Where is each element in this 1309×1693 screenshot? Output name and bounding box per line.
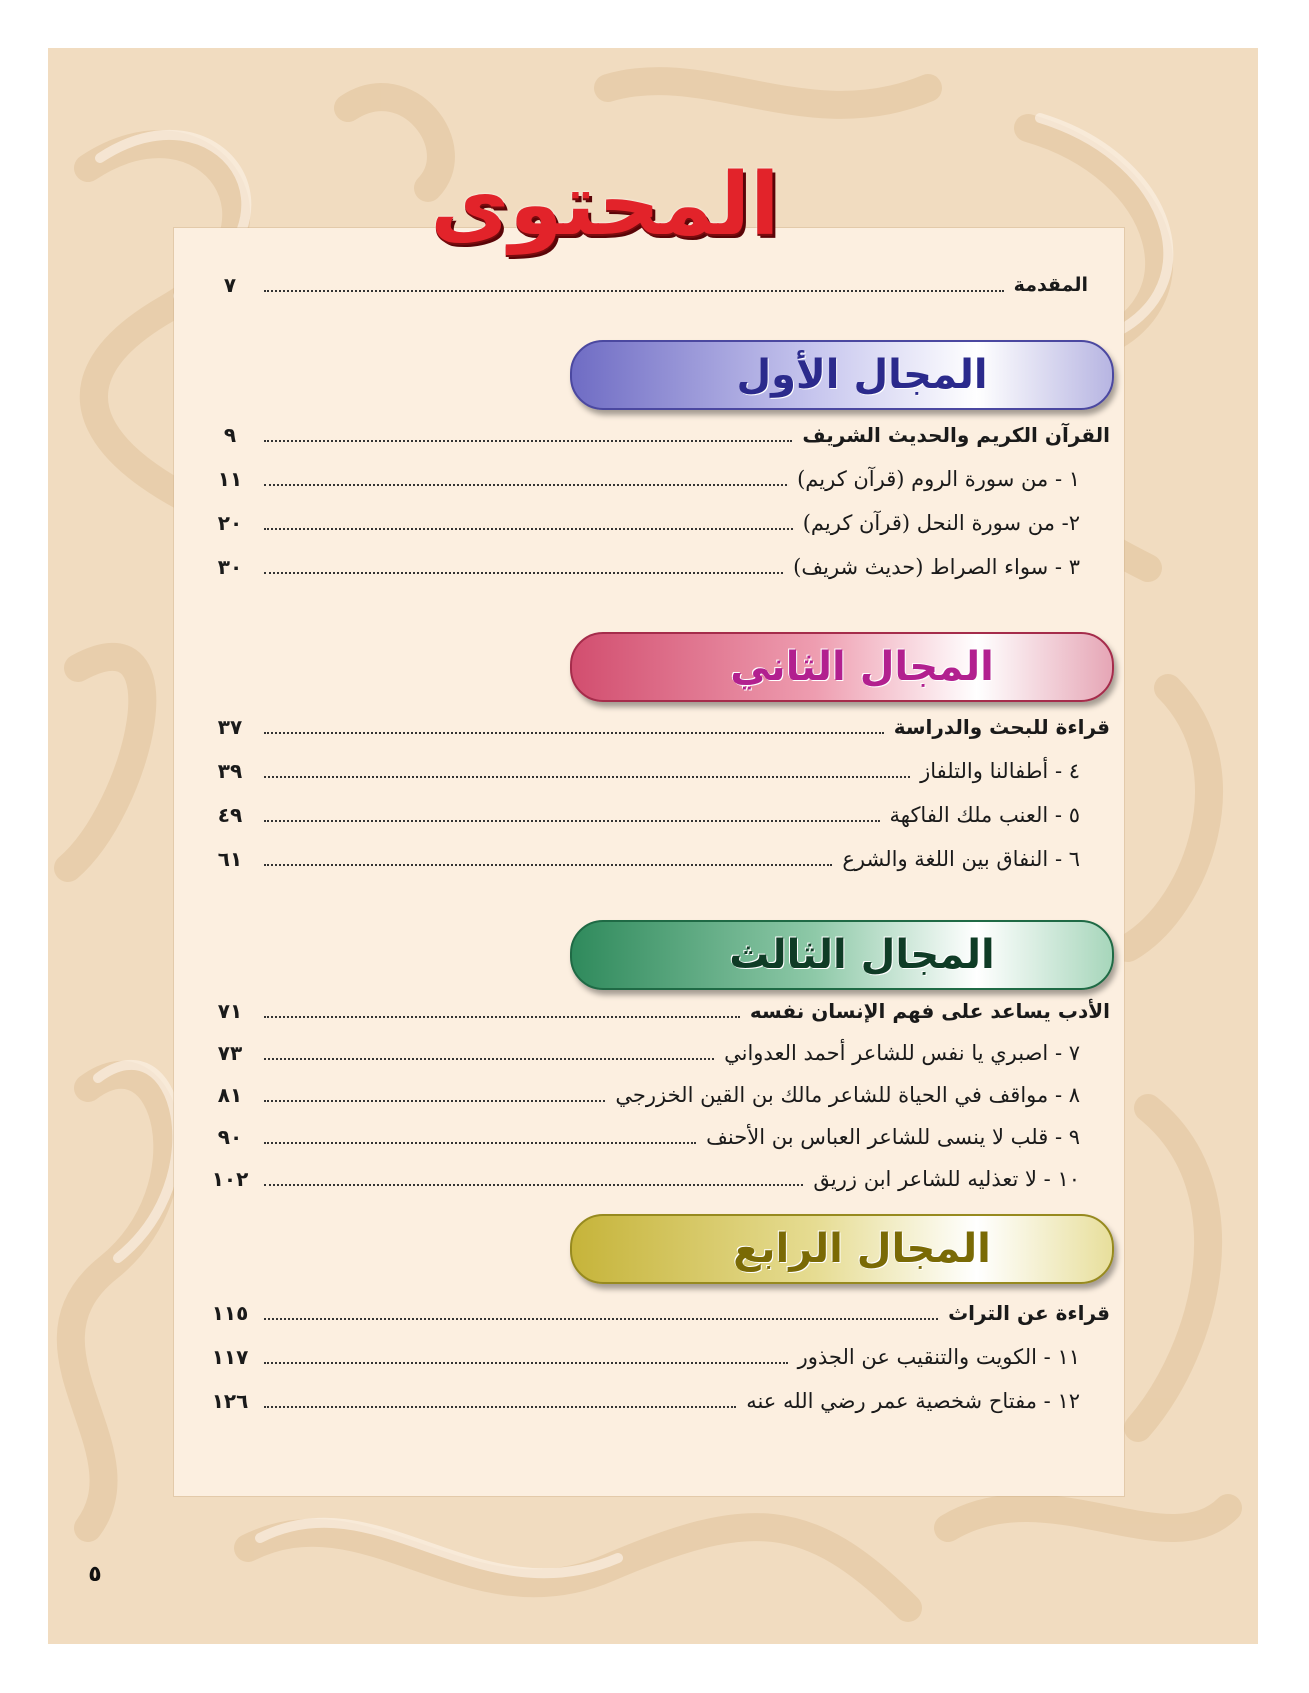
toc-leader-dots (264, 1362, 788, 1364)
toc-title: ٦ - النفاق بين اللغة والشرع (842, 847, 1080, 871)
toc-page-number: ١١ (217, 467, 243, 491)
toc-title: ٤ - أطفالنا والتلفاز (920, 759, 1080, 783)
toc-page-number: ٣٩ (217, 759, 243, 783)
toc-title: ٨ - مواقف في الحياة للشاعر مالك بن القين الخزرجي (615, 1083, 1080, 1107)
toc-leader-dots (264, 776, 910, 778)
toc-row-section-4-heading[interactable] (200, 1296, 1110, 1330)
toc-title: ٢- من سورة النحل (قرآن كريم) (802, 511, 1080, 535)
toc-page-number: ٢٠ (217, 511, 243, 535)
toc-leader-dots (264, 1058, 714, 1060)
toc-title: ١٠ - لا تعذليه للشاعر ابن زريق (813, 1167, 1080, 1191)
toc-row-lesson-8[interactable] (200, 1078, 1110, 1112)
section-banner-label: المجال الثاني (730, 644, 994, 690)
section-banner-2 (570, 632, 1114, 702)
section-banner-1 (570, 340, 1114, 410)
toc-leader-dots (264, 484, 787, 486)
toc-leader-dots (264, 440, 792, 442)
toc-leader-dots (264, 572, 783, 574)
toc-leader-dots (264, 1184, 803, 1186)
page-title: المحتوى (430, 155, 780, 255)
toc-leader-dots (264, 732, 884, 734)
toc-page-number: ١١٧ (211, 1345, 249, 1369)
toc-leader-dots (264, 1016, 740, 1018)
toc-row-lesson-6[interactable] (200, 842, 1110, 876)
toc-row-lesson-2[interactable] (200, 506, 1110, 540)
toc-row-lesson-1[interactable] (200, 462, 1110, 496)
toc-title: ١١ - الكويت والتنقيب عن الجذور (797, 1345, 1080, 1369)
toc-page-number: ٤٩ (217, 803, 243, 827)
toc-row-section-2-heading[interactable] (200, 710, 1110, 744)
toc-row-lesson-10[interactable] (200, 1162, 1110, 1196)
toc-row-lesson-11[interactable] (200, 1340, 1110, 1374)
toc-title: الأدب يساعد على فهم الإنسان نفسه (749, 999, 1110, 1023)
toc-leader-dots (264, 1142, 696, 1144)
toc-leader-dots (264, 1406, 736, 1408)
toc-title: ٥ - العنب ملك الفاكهة (889, 803, 1080, 827)
toc-leader-dots (264, 820, 880, 822)
toc-page-number: ٧ (223, 273, 237, 297)
toc-row-section-3-heading[interactable] (200, 994, 1110, 1028)
toc-row-intro[interactable] (200, 268, 1110, 302)
toc-title: ٧ - اصبري يا نفس للشاعر أحمد العدواني (724, 1041, 1080, 1065)
toc-title: قراءة للبحث والدراسة (893, 715, 1110, 739)
section-banner-label: المجال الثالث (729, 932, 995, 978)
toc-row-lesson-5[interactable] (200, 798, 1110, 832)
toc-leader-dots (264, 1318, 938, 1320)
toc-page-number: ١١٥ (211, 1301, 249, 1325)
toc-leader-dots (264, 290, 1004, 292)
toc-title: قراءة عن التراث (948, 1301, 1110, 1325)
toc-leader-dots (264, 1100, 605, 1102)
toc-title: ٣ - سواء الصراط (حديث شريف) (793, 555, 1080, 579)
section-banner-label: المجال الرابع (733, 1226, 991, 1272)
section-banner-4 (570, 1214, 1114, 1284)
toc-row-lesson-7[interactable] (200, 1036, 1110, 1070)
toc-page-number: ٣٧ (217, 715, 243, 739)
toc-page-number: ١٠٢ (211, 1167, 249, 1191)
toc-page-number: ٣٠ (217, 555, 243, 579)
toc-page-number: ١٢٦ (211, 1389, 249, 1413)
toc-page-number: ٦١ (217, 847, 243, 871)
toc-row-lesson-12[interactable] (200, 1384, 1110, 1418)
toc-row-section-1-heading[interactable] (200, 418, 1110, 452)
toc-row-lesson-4[interactable] (200, 754, 1110, 788)
toc-page-number: ٩ (223, 423, 237, 447)
toc-title: القرآن الكريم والحديث الشريف (802, 423, 1110, 447)
page-number: ٥ (88, 1562, 102, 1587)
toc-page-number: ٧١ (217, 999, 243, 1023)
toc-leader-dots (264, 864, 832, 866)
toc-row-lesson-9[interactable] (200, 1120, 1110, 1154)
toc-title: ١٢ - مفتاح شخصية عمر رضي الله عنه (746, 1389, 1080, 1413)
section-banner-3 (570, 920, 1114, 990)
toc-title: ٩ - قلب لا ينسى للشاعر العباس بن الأحنف (706, 1125, 1080, 1149)
section-banner-label: المجال الأول (736, 352, 988, 398)
toc-title: ١ - من سورة الروم (قرآن كريم) (797, 467, 1080, 491)
toc-row-lesson-3[interactable] (200, 550, 1110, 584)
toc-page-number: ٧٣ (217, 1041, 243, 1065)
toc-page-number: ٨١ (217, 1083, 243, 1107)
toc-leader-dots (264, 528, 793, 530)
toc-page-number: ٩٠ (217, 1125, 243, 1149)
toc-title: المقدمة (1013, 274, 1088, 296)
